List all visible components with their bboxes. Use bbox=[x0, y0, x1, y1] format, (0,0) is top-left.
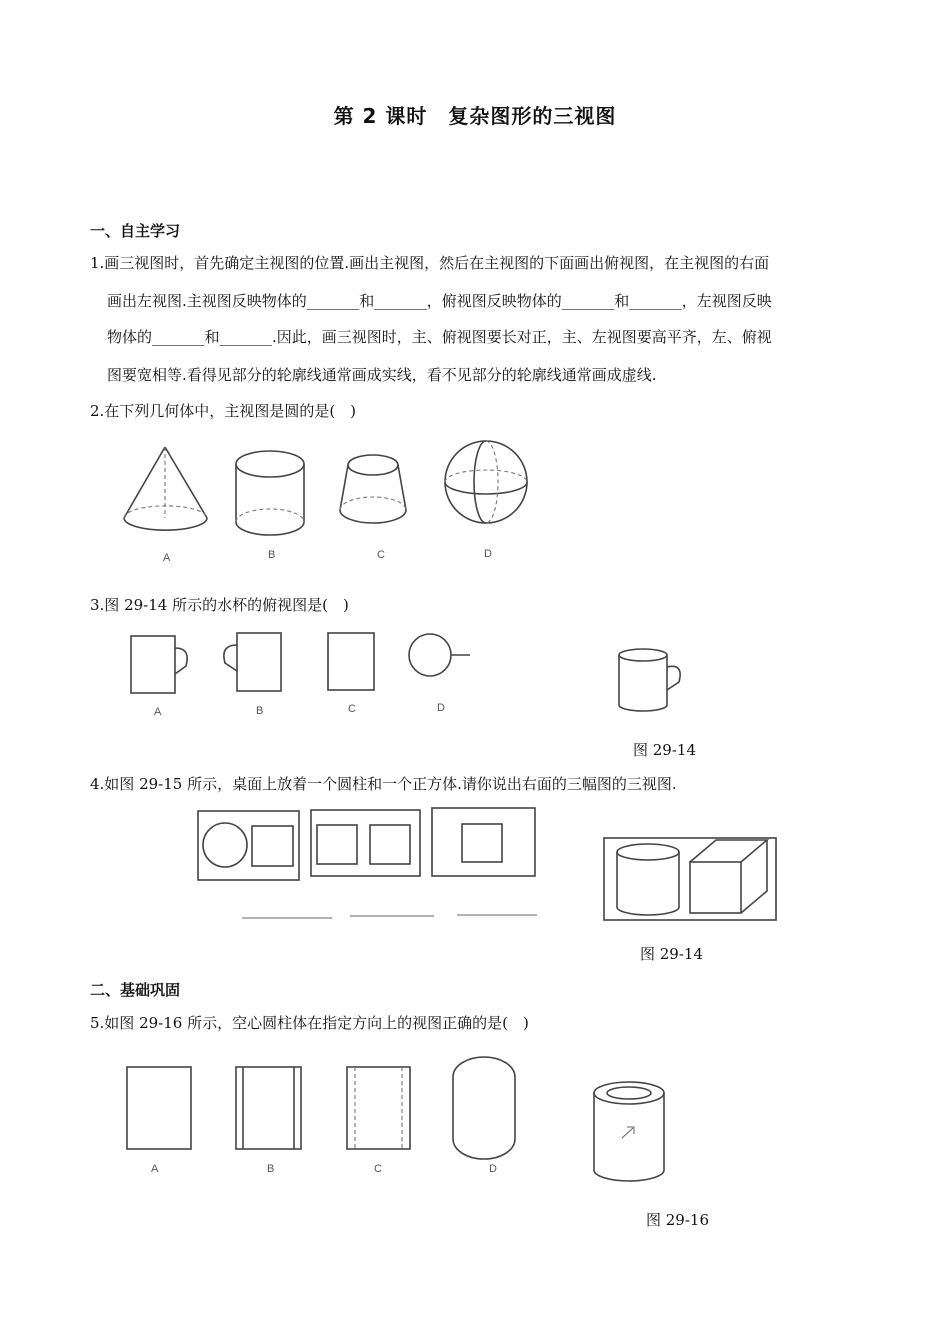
q1-line-1: 1.画三视图时，首先确定主视图的位置.画出主视图，然后在主视图的下面画出俯视图，在主视图的右面 bbox=[90, 254, 770, 272]
q5-option-b bbox=[236, 1067, 301, 1149]
q3-label-a: A bbox=[154, 706, 162, 718]
q5-option-d bbox=[453, 1057, 515, 1159]
q3-question: 3.图 29-14 所示的水杯的俯视图是( ) bbox=[90, 596, 349, 614]
q3-label-c: C bbox=[348, 703, 356, 715]
q4-question: 4.如图 29-15 所示，桌面上放着一个圆柱和一个正方体.请你说出右面的三幅图的三视图. bbox=[90, 775, 677, 793]
q5-option-a bbox=[127, 1067, 191, 1149]
q3-label-d: D bbox=[437, 702, 445, 714]
q5-option-c bbox=[347, 1067, 410, 1149]
hollow-cylinder-figure bbox=[594, 1082, 664, 1181]
section-heading-basic-consolidation: 二、基础巩固 bbox=[90, 981, 181, 999]
q3-figure-caption: 图 29-14 bbox=[633, 741, 697, 759]
q5-question: 5.如图 29-16 所示，空心圆柱体在指定方向上的视图正确的是( ) bbox=[90, 1014, 529, 1032]
q5-label-d: D bbox=[489, 1163, 497, 1175]
q5-label-c: C bbox=[374, 1163, 382, 1175]
q1-line-3: 物体的_______和_______.因此，画三视图时，主、俯视图要长对正，主、左视图要高平齐，左、俯视 bbox=[107, 328, 772, 346]
q3-label-b: B bbox=[256, 705, 264, 717]
q2-label-c: C bbox=[377, 549, 385, 561]
q5-figure-caption: 图 29-16 bbox=[646, 1211, 710, 1229]
page-title: 第 2 课时 复杂图形的三视图 bbox=[333, 104, 617, 128]
q5-label-a: A bbox=[151, 1163, 159, 1175]
q2-question: 2.在下列几何体中，主视图是圆的是( ) bbox=[90, 402, 357, 420]
q2-label-b: B bbox=[268, 549, 276, 561]
direction-arrow-icon bbox=[622, 1128, 633, 1138]
q1-line-4: 图要宽相等.看得见部分的轮廓线通常画成实线，看不见部分的轮廓线通常画成虚线. bbox=[107, 366, 657, 384]
q2-label-d: D bbox=[484, 548, 492, 560]
q4-figure-caption: 图 29-14 bbox=[640, 945, 704, 963]
q2-label-a: A bbox=[163, 552, 171, 564]
q5-label-b: B bbox=[267, 1163, 275, 1175]
q1-line-2: 画出左视图.主视图反映物体的_______和_______，俯视图反映物体的_______和_______，左视图反映 bbox=[107, 292, 772, 310]
section-heading-self-study: 一、自主学习 bbox=[90, 222, 181, 240]
